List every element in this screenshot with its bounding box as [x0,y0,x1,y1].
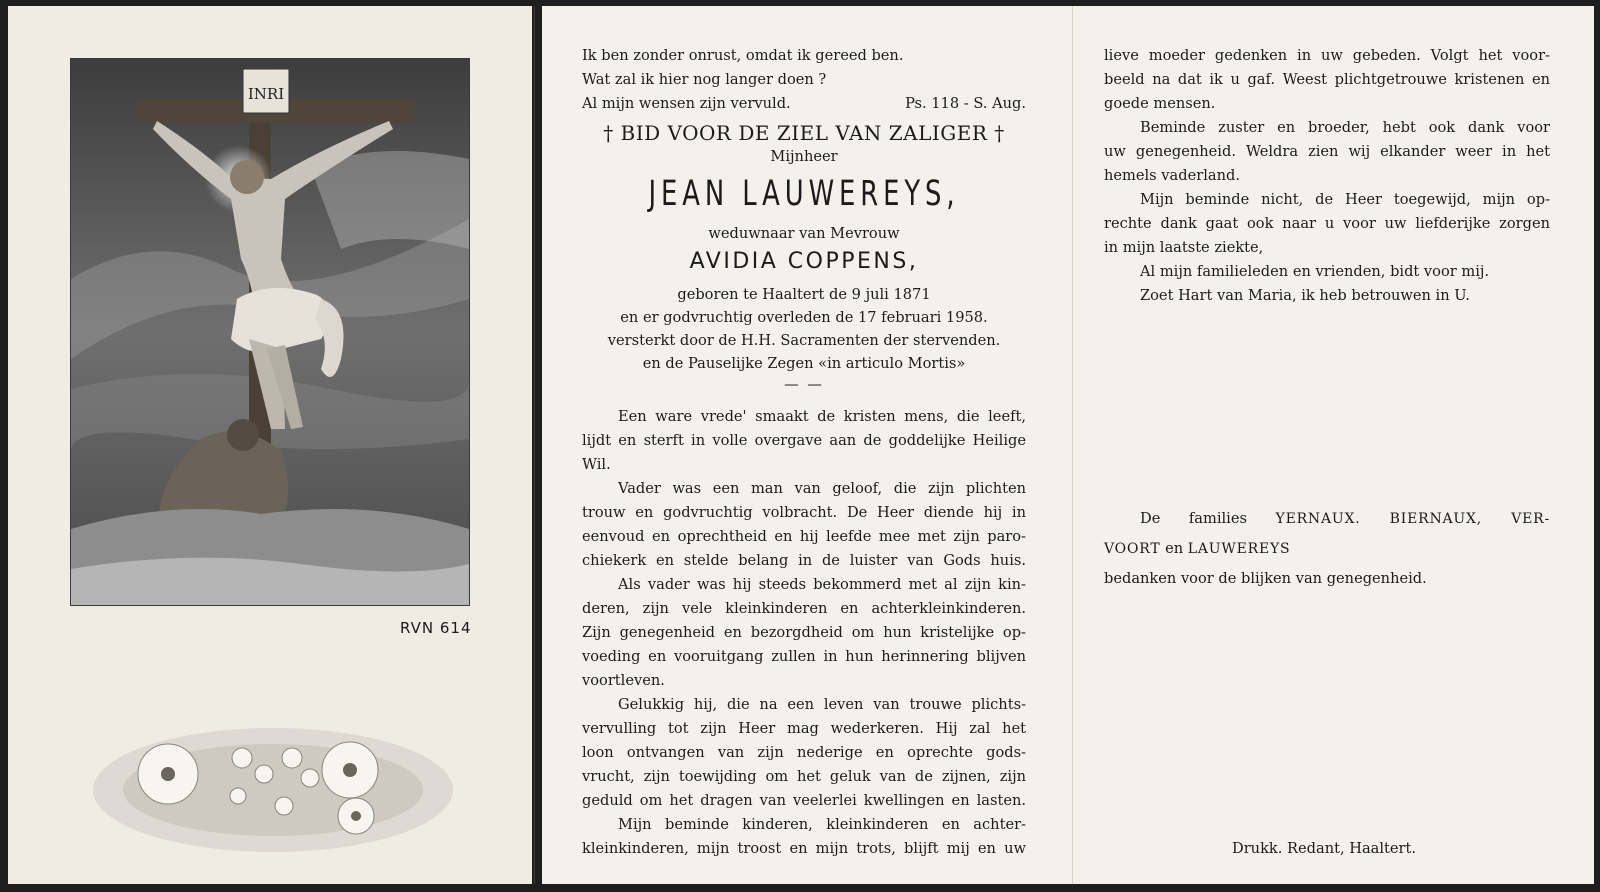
birth-fact: geboren te Haaltert de 9 juli 1871 [677,286,931,303]
sacraments-fact: versterkt door de H.H. Sacramenten der stervenden. [607,332,1001,349]
crucifixion-illustration [71,59,469,605]
text-line: loon ontvangen van zijn nederige en oprechte gods- [582,744,1026,761]
text-line: Beminde zuster en broeder, hebt ook dank voor [1140,119,1550,136]
text-line: in mijn laatste ziekte, [1104,239,1264,256]
epigraph-row [582,92,1026,116]
flower-vignette [88,718,458,858]
text-line: goede mensen. [1104,95,1216,112]
left-card-panel [8,6,532,884]
middle-column [582,44,1026,861]
honorific: Mijnheer [770,148,838,165]
death-fact: en er godvruchtig overleden de 17 februari 1958. [620,309,988,326]
families-intro: De families [1140,510,1247,527]
text-line: Zoet Hart van Maria, ik heb betrouwen in U. [1140,287,1470,304]
families-conjunction: en [1165,540,1184,557]
text-line: geduld om het dragen van veelerlei kwellingen en lasten. [582,792,1026,809]
text-line: vervulling tot zijn Heer mag wederkeren. Hij zal het [582,720,1026,737]
right-column [1104,44,1550,308]
text-line: eenvoud en oprechtheid en hij leefde mee met zijn paro- [582,528,1026,545]
text-line: Wil. [582,456,611,473]
text-line: deren, zijn vele kleinkinderen en achterkleinkinderen. [582,600,1026,617]
spouse-name: AVIDIA COPPENS, [689,249,919,274]
text-line: rechte dank gaat ook naar u voor uw liefderijke zorgen [1104,215,1550,232]
text-line: Al mijn familieleden en vrienden, bidt voor mij. [1140,263,1490,280]
epigraph-line: Ik ben zonder onrust, omdat ik gereed ben. [582,47,904,64]
crucifixion-image [70,58,470,606]
printer-credit: Drukk. Redant, Haaltert. [1232,840,1417,857]
image-code: RVN 614 [400,619,472,637]
flower-illustration [88,718,458,858]
prayer-heading: † BID VOOR DE ZIEL VAN ZALIGER † [603,121,1005,145]
text-line: Mijn beminde nicht, de Heer toegewijd, mijn op- [1140,191,1550,208]
text-line: Als vader was hij steeds bekommerd met al zijn kin- [618,576,1026,593]
inri-text: INRI [247,85,285,103]
text-line: voortleven. [582,672,665,689]
epigraph-line: Wat zal ik hier nog langer doen ? [582,71,827,88]
text-line: uw genegenheid. Weldra zien wij elkander weer in het [1104,143,1550,160]
text-line: Vader was een man van geloof, die zijn plichten [618,480,1026,497]
text-line: Gelukkig hij, die na een leven van trouwe plichts- [618,696,1026,713]
fold-line [534,6,535,884]
families-names: YERNAUX. BIERNAUX, VER- [1275,511,1551,527]
blessing-fact: en de Pauselijke Zegen «in articulo Mortis» [642,355,966,372]
text-line: kleinkinderen, mijn troost en mijn trots, blijft mij en uw [582,840,1026,857]
deceased-name: JEAN LAUWEREYS, [648,174,960,214]
families-name: LAUWEREYS [1187,541,1291,557]
text-line: beeld na dat ik u gaf. Weest plichtgetrouwe kristenen en [1104,71,1550,88]
epigraph-line: Al mijn wensen zijn vervuld. [582,95,791,112]
text-line: Mijn beminde kinderen, kleinkinderen en achter- [618,816,1026,833]
text-line: chiekerk en stelde belang in de luister van Gods huis. [582,552,1026,569]
text-line: trouw en godvruchtig volbracht. De Heer diende hij in [582,504,1026,521]
widower-of: weduwnaar van Mevrouw [708,225,900,242]
text-line: Een ware vrede' smaakt de kristen mens, die leeft, [618,408,1026,425]
families-line [1104,504,1550,534]
families-thanks: bedanken voor de blijken van genegenheid. [1104,570,1427,587]
text-card-panel [542,6,1594,884]
text-line: hemels vaderland. [1104,167,1240,184]
text-line: voeding en vooruitgang zullen in hun herinnering blijven [582,648,1026,665]
separator: — — [784,376,824,393]
text-line: vrucht, zijn toewijding om het geluk van de zijnen, zijn [582,768,1026,785]
text-line: Zijn genegenheid en bezorgdheid om hun kristelijke op- [582,624,1026,641]
families-block [1104,504,1550,593]
text-line: lieve moeder gedenken in uw gebeden. Volgt het voor- [1104,47,1550,64]
text-line: lijdt en sterft in volle overgave aan de goddelijke Heilige [582,432,1026,449]
epigraph-source: Ps. 118 - S. Aug. [905,95,1026,112]
families-name: VOORT [1104,541,1161,557]
families-line [1104,534,1550,564]
